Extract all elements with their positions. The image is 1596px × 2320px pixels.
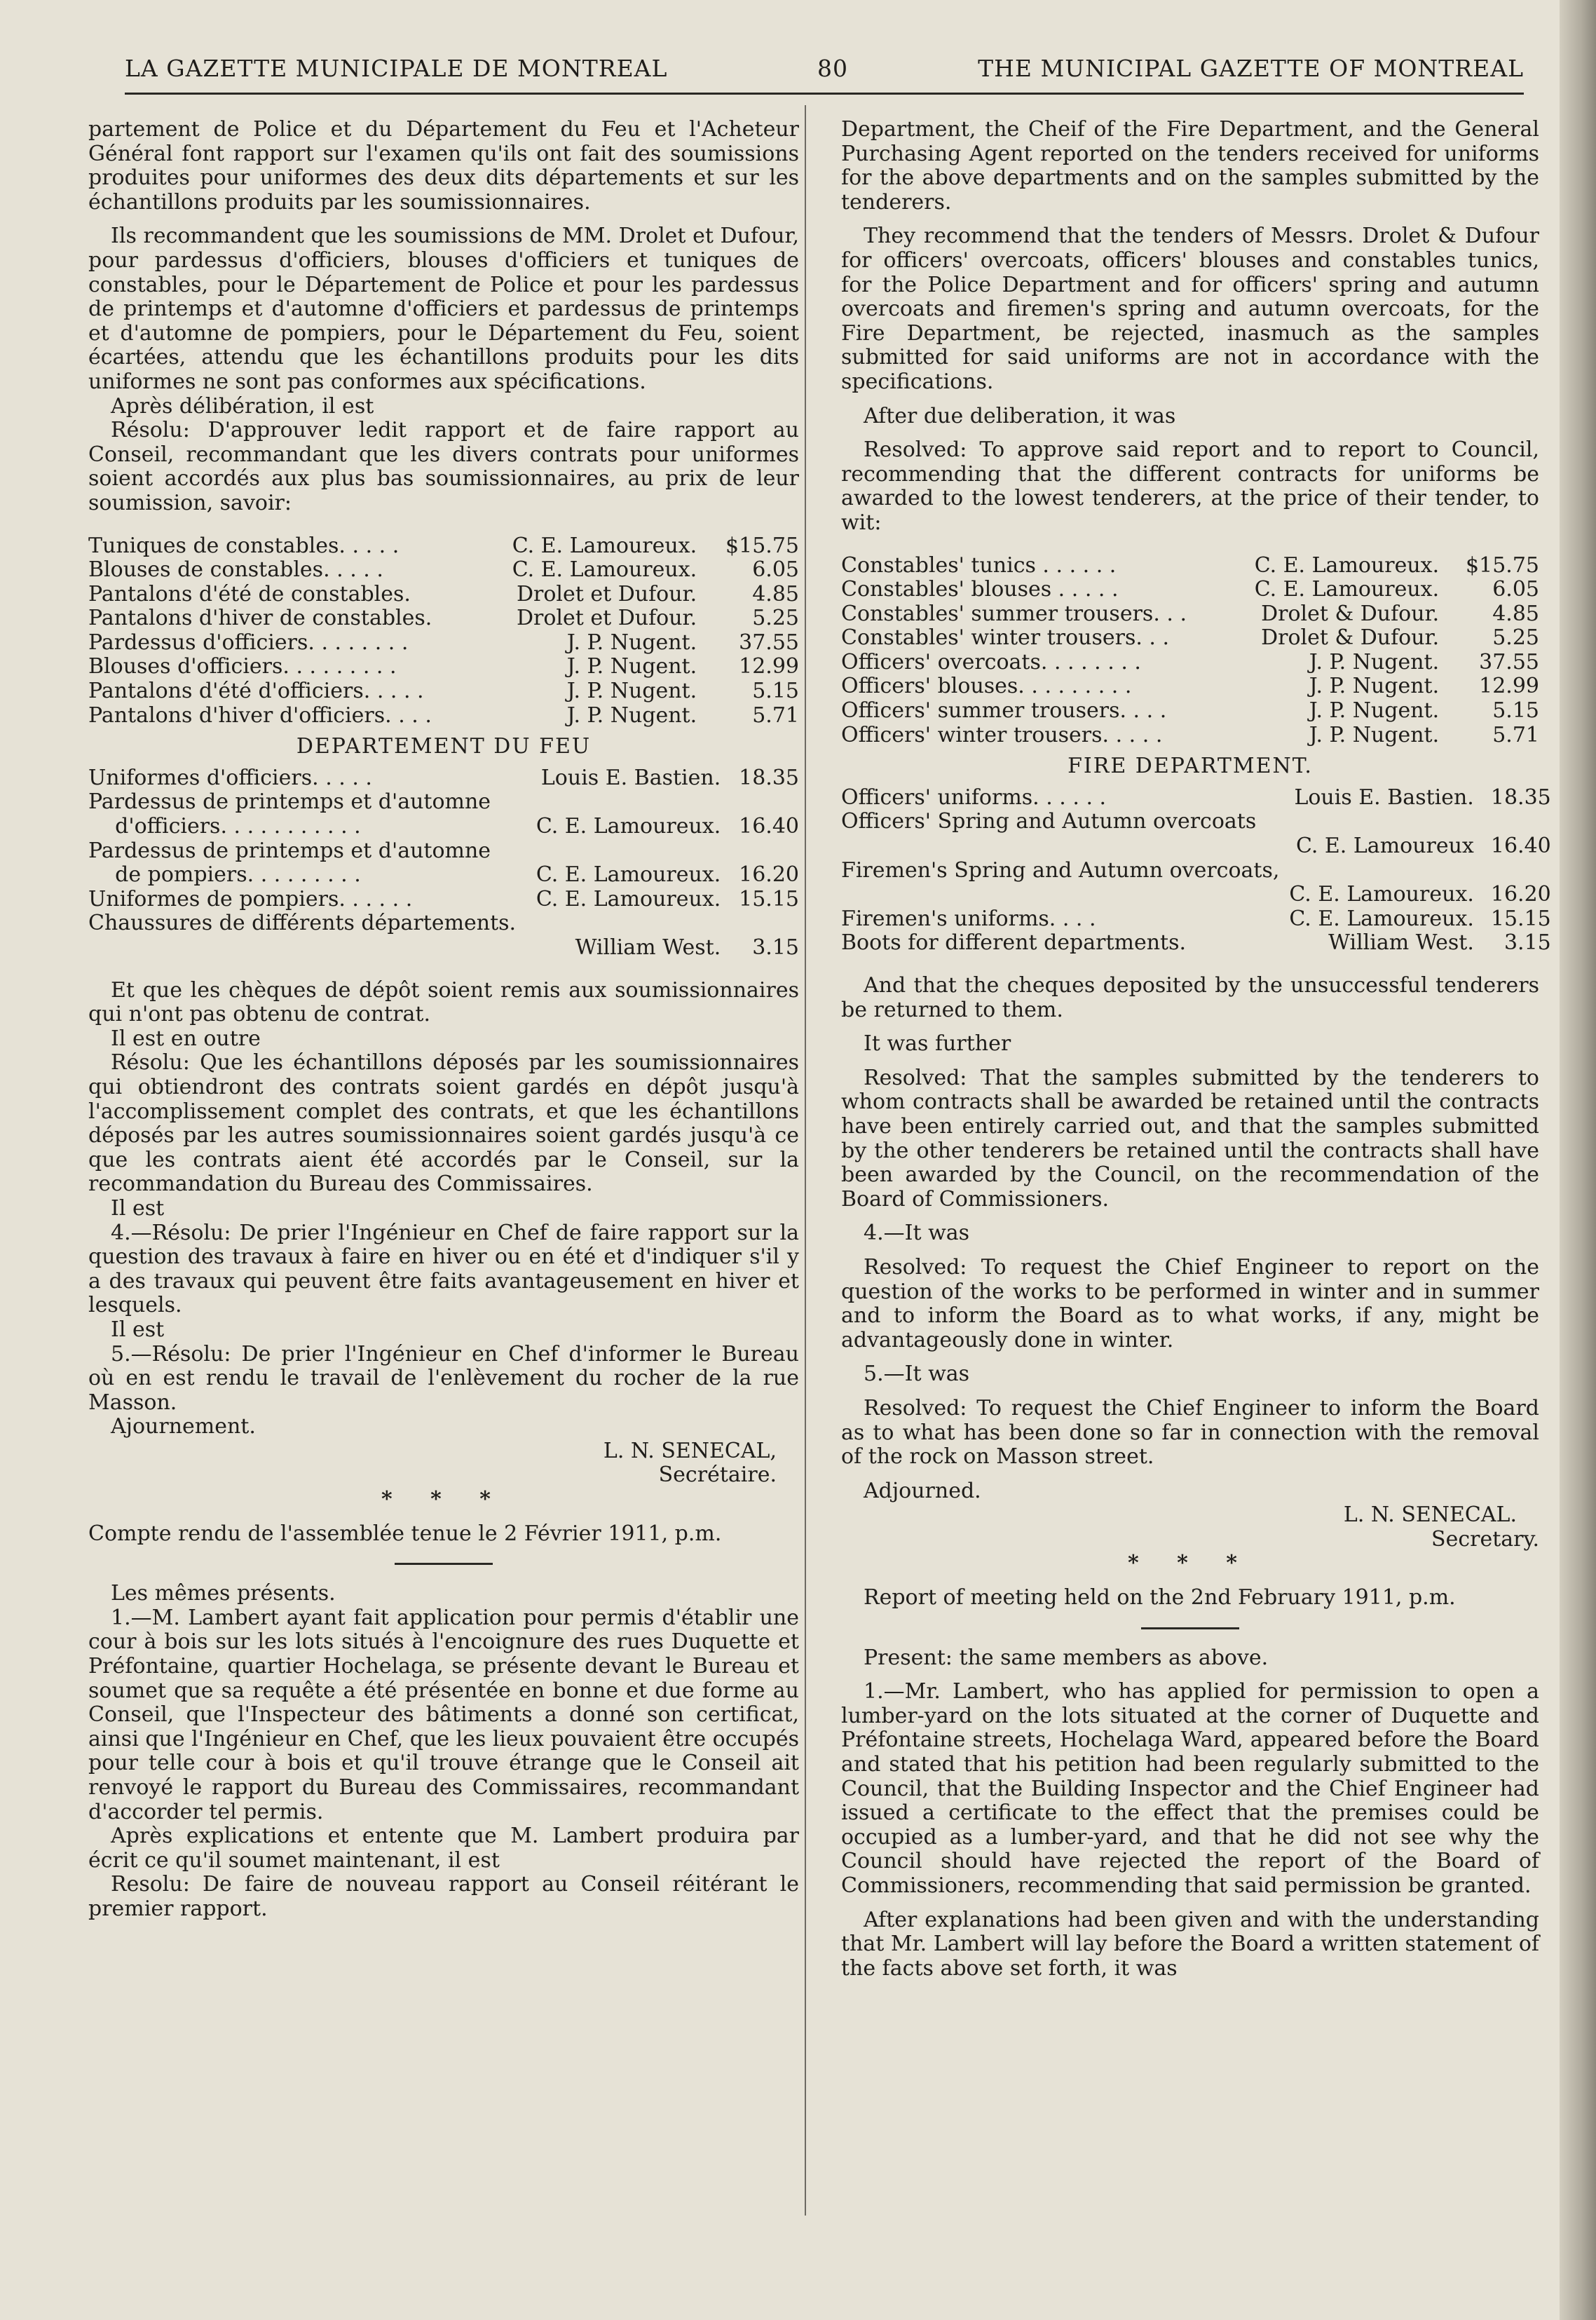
- signature-title: Secretary.: [1431, 1526, 1539, 1552]
- table-row: [88, 911, 799, 936]
- amount-cell: [1474, 810, 1551, 834]
- party-cell: C. E. Lamoureux.: [536, 814, 721, 839]
- table-row: [88, 815, 799, 839]
- table-row: [88, 936, 799, 961]
- item-cell: Firemen's Spring and Autumn overcoats,: [841, 857, 1280, 883]
- table-row: [841, 786, 1551, 810]
- item-cell: Officers' winter trousers. . . . .: [841, 722, 1163, 747]
- paragraph: Résolu: Que les échantillons déposés par les soumissionnaires qui obtiendront des contrats soient gardés en dépôt jusqu'à l'accomplissement complet des contrats, et que les échantillons déposés par les autres soumissionnaires soient gardés jusqu'à ce que les contrats aient été accordés par le Conseil, sur la recommandation du Bureau des Commissaires.: [88, 1050, 799, 1197]
- column-divider: [805, 105, 806, 2216]
- paragraph: 4.—It was: [864, 1221, 970, 1246]
- paragraph: Après explications et entente que M. Lambert produira par écrit ce qu'il soumet maintenant, il est: [88, 1824, 799, 1873]
- amount-cell: 16.20: [739, 862, 799, 888]
- item-cell: Blouses de constables. . . . .: [88, 557, 383, 583]
- amount-cell: 15.15: [1490, 906, 1551, 931]
- amount-cell: 5.71: [1492, 722, 1539, 747]
- party-cell: Louis E. Bastien.: [1294, 785, 1474, 810]
- party-cell: J. P. Nugent.: [1309, 698, 1440, 724]
- table-row: [88, 534, 799, 559]
- section-heading: FIRE DEPARTMENT.: [1068, 754, 1313, 779]
- amount-cell: 3.15: [752, 935, 799, 960]
- table-row: [88, 679, 799, 704]
- table-row: [841, 834, 1551, 859]
- header-title-french: LA GAZETTE MUNICIPALE DE MONTREAL: [125, 55, 668, 82]
- amount-cell: [721, 839, 799, 864]
- section-separator: * * *: [1128, 1551, 1253, 1576]
- amount-cell: 3.15: [1503, 930, 1551, 956]
- party-cell: J. P. Nugent.: [566, 703, 697, 728]
- paragraph: 4.—Résolu: De prier l'Ingénieur en Chef de faire rapport sur la question des travaux à faire en hiver ou en été et d'indiquer s'il y a des travaux qui peuvent être faits avantageusement en hiver et lesquels.: [88, 1220, 799, 1318]
- item-cell: Constables' winter trousers. . .: [841, 625, 1170, 651]
- amount-cell: 18.35: [739, 765, 799, 790]
- paragraph: Resolu: De faire de nouveau rapport au Conseil réitérant le premier rapport.: [88, 1872, 799, 1921]
- report-title: Compte rendu de l'assemblée tenue le 2 Février 1911, p.m.: [88, 1521, 722, 1546]
- table-row: [841, 578, 1539, 602]
- signature-title: Secrétaire.: [658, 1463, 777, 1488]
- table-row: [841, 810, 1551, 834]
- item-cell: [841, 883, 1279, 907]
- amount-cell: 12.99: [739, 654, 799, 679]
- item-cell: Blouses d'officiers. . . . . . . . .: [88, 654, 397, 679]
- paragraph: They recommend that the tenders of Messrs. Drolet & Dufour for officers' overcoats, officers' blouses and constables tunics, for the Police Department and for officers' spring and autumn overcoats and firemen's spring and autumn overcoats, for the Fire Department, be rejected, inasmuch as the samples submitted for said uniforms are not in accordance with the specifications.: [841, 224, 1539, 394]
- table-row: [88, 766, 799, 791]
- paragraph: Ajournement.: [111, 1414, 256, 1439]
- section-heading: DEPARTEMENT DU FEU: [296, 734, 592, 759]
- party-cell: [1279, 810, 1473, 834]
- amount-cell: 5.15: [1492, 698, 1539, 724]
- paragraph: Résolu: D'approuver ledit rapport et de faire rapport au Conseil, recommandant que les divers contrats pour uniformes soient accordés aux plus bas soumissionnaires, au prix de leur soumission, savoir:: [88, 418, 799, 515]
- report-title: Report of meeting held on the 2nd February 1911, p.m.: [864, 1585, 1456, 1610]
- party-cell: [523, 839, 721, 864]
- paragraph: 1.—Mr. Lambert, who has applied for permission to open a lumber-yard on the lots situated at the corner of Duquette and Préfontaine streets, Hochelaga Ward, appeared before the Board and stated that his petition had been regularly submitted to the Council, that the Building Inspector and the Chief Engineer had issued a certificate to the effect that the premises could be occupied as a lumber-yard, and that he did not see why the Council should have rejected the report of the Board of Commissioners, recommending that said permission be granted.: [841, 1679, 1539, 1898]
- item-cell: Pardessus d'officiers. . . . . . . .: [88, 630, 409, 655]
- paragraph: It was further: [864, 1031, 1011, 1057]
- short-rule: [1141, 1627, 1239, 1629]
- item-cell: Officers' overcoats. . . . . . . .: [841, 649, 1141, 674]
- paragraph: After due deliberation, it was: [864, 403, 1176, 428]
- party-cell: C. E. Lamoureux.: [1254, 577, 1440, 602]
- signature-name: L. N. SENECAL.: [1343, 1502, 1517, 1528]
- item-cell: Pantalons d'hiver d'officiers. . . .: [88, 703, 432, 728]
- party-cell: J. P. Nugent.: [566, 630, 697, 655]
- party-cell: C. E. Lamoureux: [1295, 834, 1474, 859]
- party-cell: Drolet et Dufour.: [516, 581, 697, 606]
- paragraph: Il est: [111, 1317, 165, 1342]
- table-row: [88, 655, 799, 679]
- amount-cell: $15.75: [725, 533, 799, 558]
- running-header: [125, 55, 1524, 90]
- table-row: [88, 704, 799, 728]
- party-cell: [523, 911, 721, 936]
- table-row: [88, 839, 799, 864]
- paragraph: Resolved: To request the Chief Engineer to report on the question of the works to be performed in winter and in summer and to inform the Board as to what works, if any, might be advantageously done in winter.: [841, 1254, 1539, 1352]
- amount-cell: 5.71: [752, 703, 799, 728]
- amount-cell: 4.85: [752, 581, 799, 606]
- amount-cell: 6.05: [1492, 577, 1539, 602]
- item-cell: Constables' blouses . . . . .: [841, 577, 1119, 602]
- english-column: [841, 117, 1551, 1981]
- item-cell: Pantalons d'été de constables.: [88, 581, 411, 606]
- item-cell: Chaussures de différents départements.: [88, 911, 517, 936]
- party-cell: [1279, 859, 1473, 883]
- item-cell: Uniformes d'officiers. . . . .: [88, 765, 372, 790]
- party-cell: Drolet & Dufour.: [1261, 625, 1440, 651]
- amount-cell: 37.55: [739, 630, 799, 655]
- paragraph: Ils recommandent que les soumissions de MM. Drolet et Dufour, pour pardessus d'officiers, blouses d'officiers et tuniques de constables, pour le Département de Police et pour les pardessus de printemps et d'automne d'officiers et pardessus de printemps et d'automne de pompiers, pour le Département du Feu, soient écartées, attendu que les échantillons produits pour les dits uniformes ne sont pas conformes aux spécifications.: [88, 224, 799, 394]
- paragraph: And that the cheques deposited by the unsuccessful tenderers be returned to them.: [841, 973, 1539, 1022]
- amount-cell: 12.99: [1479, 674, 1539, 699]
- table-row: [88, 863, 799, 888]
- police-contracts-table: [88, 534, 799, 728]
- amount-cell: 18.35: [1490, 785, 1551, 810]
- item-cell: Pantalons d'hiver de constables.: [88, 606, 432, 631]
- paragraph: 1.—M. Lambert ayant fait application pour permis d'établir une cour à bois sur les lots situés à l'encoignure des rues Duquette et Préfontaine, quartier Hochelaga, se présente devant le Bureau et soumet que sa requête a été présentée en bonne et due forme au Conseil, que l'Inspecteur des bâtiments a donné son certificat, ainsi que l'Ingénieur en Chef, que les lieux pouvaient être occupés pour telle cour à bois et qu'il trouve étrange que le Conseil ait renvoyé le rapport du Bureau des Commissaires, recommandant d'accorder tel permis.: [88, 1605, 800, 1824]
- paragraph: Il est: [111, 1195, 165, 1221]
- amount-cell: 5.15: [752, 679, 799, 704]
- amount-cell: 16.40: [739, 814, 799, 839]
- item-cell: Constables' summer trousers. . .: [841, 601, 1187, 626]
- item-cell: Pardessus de printemps et d'automne: [88, 789, 491, 815]
- party-cell: J. P. Nugent.: [566, 679, 697, 704]
- amount-cell: [721, 790, 799, 815]
- item-cell: Officers' blouses. . . . . . . . .: [841, 674, 1132, 699]
- paragraph: After explanations had been given and with the understanding that Mr. Lambert will lay before the Board a written statement of the facts above set forth, it was: [841, 1907, 1539, 1981]
- police-contracts-table: [841, 554, 1539, 748]
- party-cell: J. P. Nugent.: [1309, 722, 1440, 747]
- party-cell: C. E. Lamoureux.: [512, 557, 697, 583]
- item-cell: Pardessus de printemps et d'automne: [88, 838, 491, 863]
- item-cell: Uniformes de pompiers. . . . . .: [88, 886, 413, 911]
- party-cell: William West.: [575, 935, 721, 960]
- item-cell: Officers' summer trousers. . . .: [841, 698, 1167, 724]
- section-separator: * * *: [381, 1487, 506, 1512]
- paragraph: Il est en outre: [111, 1026, 261, 1051]
- party-cell: C. E. Lamoureux.: [512, 533, 697, 558]
- item-cell: [88, 936, 523, 961]
- table-row: [841, 674, 1539, 699]
- amount-cell: 15.15: [739, 886, 799, 911]
- paragraph: 5.—Résolu: De prier l'Ingénieur en Chef d'informer le Bureau où en est rendu le travail de l'enlèvement du rocher de la rue Masson.: [88, 1341, 799, 1415]
- item-cell: Constables' tunics . . . . . .: [841, 552, 1117, 578]
- amount-cell: 5.25: [1492, 625, 1539, 651]
- table-row: [841, 626, 1539, 651]
- amount-cell: $15.75: [1466, 552, 1539, 578]
- table-row: [841, 602, 1539, 627]
- table-row: [841, 554, 1539, 578]
- table-row: [88, 558, 799, 583]
- paragraph: 5.—It was: [864, 1362, 970, 1387]
- item-cell: d'officiers. . . . . . . . . . .: [88, 814, 361, 839]
- page-edge: [1560, 0, 1596, 2320]
- party-cell: C. E. Lamoureux.: [1289, 906, 1474, 931]
- fire-contracts-table: [841, 786, 1551, 956]
- table-row: [88, 888, 799, 912]
- item-cell: Officers' uniforms. . . . . .: [841, 785, 1107, 810]
- paragraph: Après délibération, il est: [111, 393, 374, 419]
- item-cell: de pompiers. . . . . . . . .: [88, 862, 361, 888]
- table-row: [841, 724, 1539, 748]
- table-row: [841, 699, 1539, 724]
- paragraph: Resolved: To request the Chief Engineer to inform the Board as to what has been done so far in connection with the removal of the rock on Masson street.: [841, 1395, 1539, 1470]
- fire-contracts-table: [88, 766, 799, 961]
- table-row: [841, 907, 1551, 932]
- amount-cell: 6.05: [752, 557, 799, 583]
- table-row: [88, 631, 799, 656]
- table-row: [841, 859, 1551, 883]
- party-cell: C. E. Lamoureux.: [1254, 552, 1440, 578]
- item-cell: Officers' Spring and Autumn overcoats: [841, 809, 1257, 834]
- item-cell: Boots for different departments.: [841, 930, 1187, 956]
- table-row: [88, 583, 799, 607]
- item-cell: [841, 834, 1279, 859]
- amount-cell: 5.25: [752, 606, 799, 631]
- table-row: [841, 883, 1551, 907]
- party-cell: J. P. Nugent.: [1309, 674, 1440, 699]
- signature-name: L. N. SENECAL,: [603, 1438, 777, 1463]
- item-cell: Firemen's uniforms. . . .: [841, 906, 1096, 931]
- table-row: [841, 651, 1539, 675]
- paragraph: Adjourned.: [864, 1478, 981, 1503]
- paragraph: partement de Police et du Département du Feu et l'Acheteur Général font rapport sur l'examen qu'ils ont fait des soumissions produites pour uniformes des deux dits départements et sur les échantillons produits par les soumissionnaires.: [88, 117, 799, 215]
- party-cell: Drolet et Dufour.: [516, 606, 697, 631]
- amount-cell: 4.85: [1492, 601, 1539, 626]
- table-row: [88, 790, 799, 815]
- party-cell: J. P. Nugent.: [1309, 649, 1440, 674]
- party-cell: [523, 790, 721, 815]
- party-cell: Drolet & Dufour.: [1261, 601, 1440, 626]
- header-title-english: THE MUNICIPAL GAZETTE OF MONTREAL: [978, 55, 1524, 82]
- header-rule: [125, 93, 1524, 95]
- paragraph: Et que les chèques de dépôt soient remis aux soumissionnaires qui n'ont pas obtenu de contrat.: [88, 977, 799, 1027]
- amount-cell: 16.40: [1490, 834, 1551, 859]
- party-cell: J. P. Nugent.: [566, 654, 697, 679]
- paragraph: Les mêmes présents.: [111, 1581, 336, 1606]
- paragraph: Resolved: That the samples submitted by the tenderers to whom contracts shall be awarded be retained until the contracts have been entirely carried out, and that the samples submitted by the other tenderers be retained until the contracts shall have been awarded by the Council, on the recommendation of the Board of Commissioners.: [841, 1065, 1539, 1212]
- party-cell: C. E. Lamoureux.: [536, 886, 721, 911]
- table-row: [841, 931, 1551, 956]
- page-number: 80: [817, 55, 848, 82]
- amount-cell: [1474, 859, 1551, 883]
- paragraph: Department, the Cheif of the Fire Department, and the General Purchasing Agent reported on the tenders received for uniforms for the above departments and on the samples submitted by the tenderers.: [841, 117, 1539, 215]
- item-cell: Tuniques de constables. . . . .: [88, 533, 400, 558]
- amount-cell: 16.20: [1490, 882, 1551, 907]
- party-cell: C. E. Lamoureux.: [536, 862, 721, 888]
- short-rule: [395, 1563, 493, 1565]
- amount-cell: [721, 911, 799, 936]
- amount-cell: 37.55: [1479, 649, 1539, 674]
- paragraph: Resolved: To approve said report and to report to Council, recommending that the different contracts for uniforms be awarded to the lowest tenderers, at the price of their tender, to wit:: [841, 437, 1539, 535]
- paragraph: Present: the same members as above.: [864, 1645, 1269, 1670]
- party-cell: Louis E. Bastien.: [540, 765, 721, 790]
- party-cell: William West.: [1328, 930, 1474, 956]
- french-column: [88, 118, 799, 1922]
- table-row: [88, 606, 799, 631]
- item-cell: Pantalons d'été d'officiers. . . . .: [88, 679, 424, 704]
- party-cell: C. E. Lamoureux.: [1289, 882, 1474, 907]
